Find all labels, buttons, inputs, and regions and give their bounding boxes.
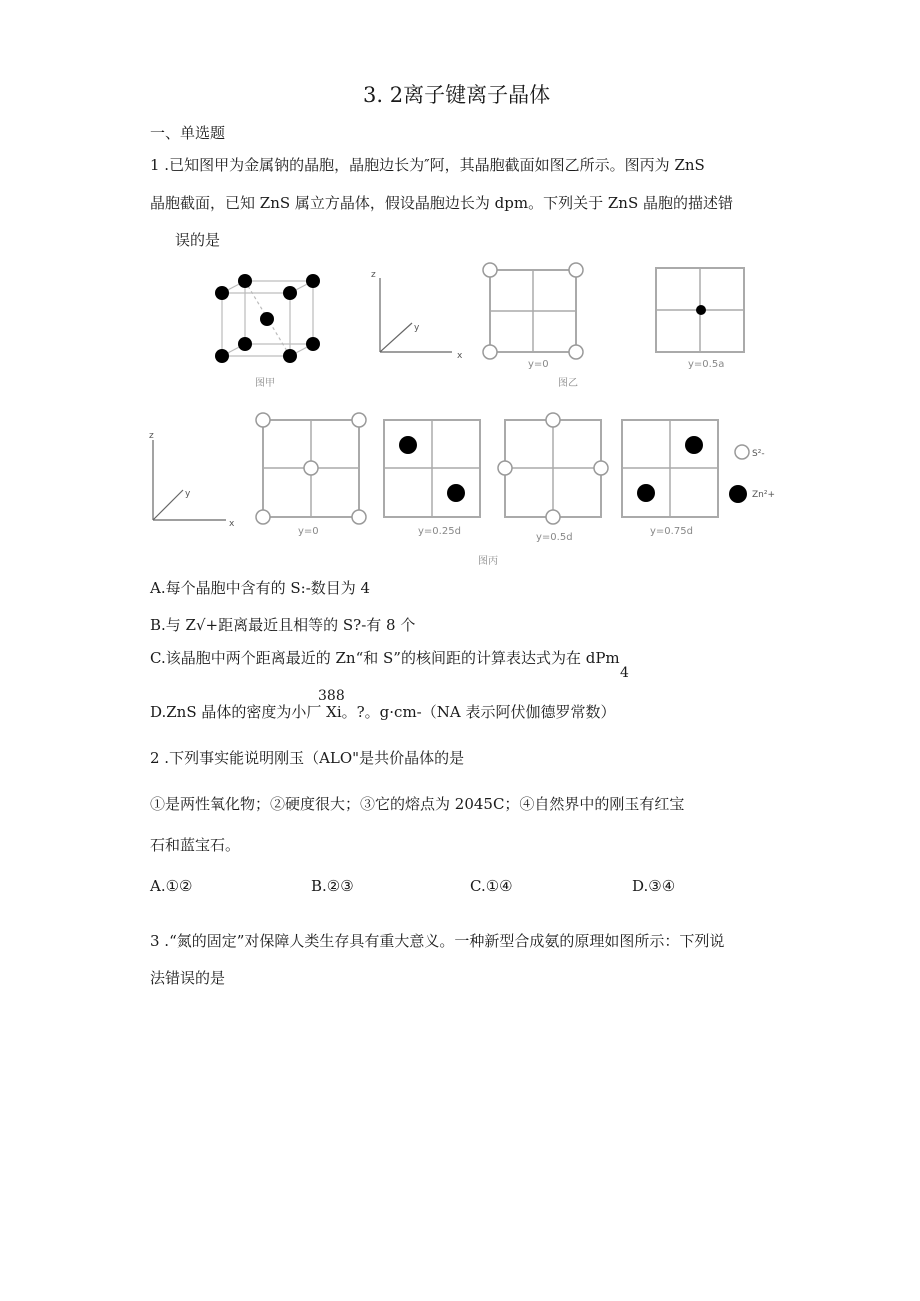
axis-z-label-2: z — [149, 431, 154, 441]
q2-option-b: B.②③ — [311, 877, 354, 895]
q2-option-c: C.①④ — [470, 877, 513, 895]
q1-option-b: B.与 Z√+距离最近且相等的 S?-有 8 个 — [150, 616, 416, 634]
axis-y-label: y — [414, 323, 420, 333]
q3-stem-line1: 3 .“氮的固定”对保障人类生存具有重大意义。一种新型合成氨的原理如图所示：下列说 — [150, 932, 725, 950]
page-title: 3. 2离子键离子晶体 — [363, 83, 551, 107]
axis-z-label: z — [371, 270, 376, 280]
axes-yi — [371, 270, 463, 361]
section-yi-y0 — [483, 263, 583, 359]
section-bing-y05d — [498, 413, 608, 524]
q1-option-c: C.该晶胞中两个距离最近的 Zn“和 S”的核间距的计算表达式为在 dPm — [150, 649, 620, 667]
label-bing-y0: y=0 — [298, 526, 319, 537]
q1-option-c-fraction: 4 — [620, 665, 629, 681]
section-heading: 一、单选题 — [150, 124, 226, 142]
q2-option-d: D.③④ — [632, 877, 676, 895]
q1-stem-line2: 晶胞截面，已知 ZnS 属立方晶体，假设晶胞边长为 dpm。下列关于 ZnS 晶胞的描述错 — [150, 194, 733, 212]
legend-zn-label: Zn²+ — [752, 490, 776, 500]
caption-yi: 图乙 — [558, 378, 578, 389]
sodium-unit-cell — [215, 274, 320, 363]
caption-jia: 图甲 — [255, 378, 275, 389]
label-yi-y05a: y=0.5a — [688, 359, 725, 370]
label-bing-y05d: y=0.5d — [536, 532, 573, 543]
axis-x-label: x — [457, 351, 463, 361]
label-bing-y025d: y=0.25d — [418, 526, 461, 537]
q1-stem-line3: 误的是 — [175, 231, 221, 249]
crystal-figure — [0, 0, 920, 580]
q2-stem: 2 .下列事实能说明刚玉（ALO"是共价晶体的是 — [150, 749, 465, 767]
q1-option-d: D.ZnS 晶体的密度为小厂 Xi。?。g·cm-（NA 表示阿伏伽德罗常数） — [150, 703, 616, 721]
legend-s-label: S²- — [752, 449, 765, 459]
axis-x-label-2: x — [229, 519, 235, 529]
q2-stem-line1: ①是两性氧化物；②硬度很大；③它的熔点为 2045C；④自然界中的刚玉有红宝 — [150, 795, 685, 813]
q2-stem-line2: 石和蓝宝石。 — [150, 836, 241, 854]
q3-stem-line2: 法错误的是 — [150, 969, 226, 987]
label-bing-y075d: y=0.75d — [650, 526, 693, 537]
section-bing-y025d — [384, 420, 480, 517]
label-yi-y0: y=0 — [528, 359, 549, 370]
legend — [729, 445, 775, 503]
section-bing-y0 — [256, 413, 366, 524]
section-yi-y05a — [656, 268, 744, 352]
q1-option-a: A.每个晶胞中含有的 S:-数目为 4 — [150, 579, 371, 597]
q2-option-a: A.①② — [150, 877, 193, 895]
q1-option-d-numerator: 388 — [318, 688, 345, 704]
q1-stem-line1: 1 .已知图甲为金属钠的晶胞，晶胞边长为″阿，其晶胞截面如图乙所示。图丙为 ZnS — [150, 156, 705, 174]
axes-bing — [149, 431, 235, 529]
axis-y-label-2: y — [185, 489, 191, 499]
caption-bing: 图丙 — [478, 556, 498, 567]
section-bing-y075d — [622, 420, 718, 517]
